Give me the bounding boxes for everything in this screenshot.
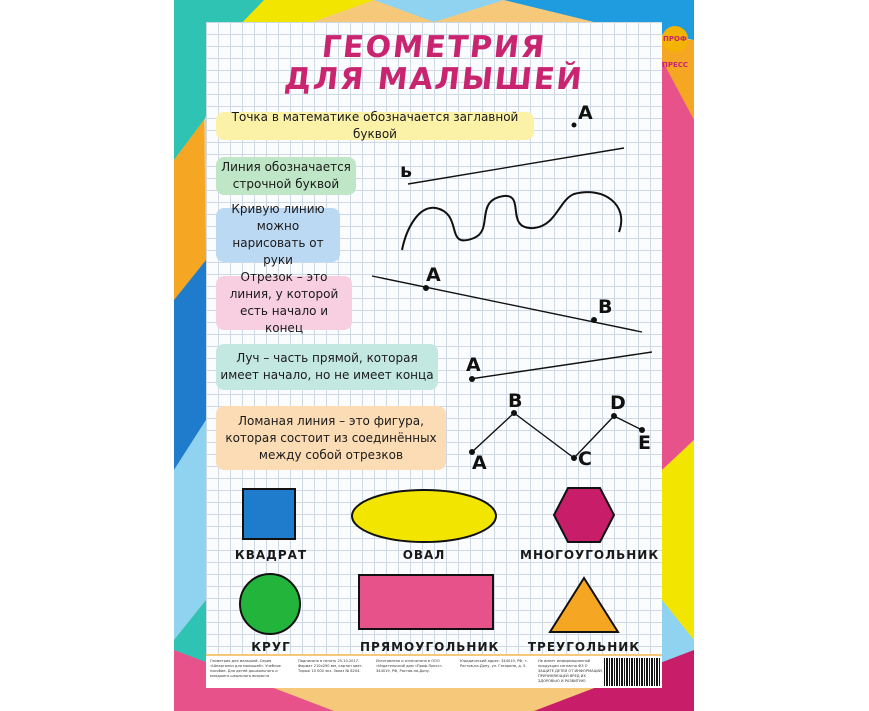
line-b-label: ь <box>400 160 413 182</box>
imprint-footer <box>206 656 662 688</box>
segment-a-label: A <box>426 264 441 286</box>
segment-b-dot <box>591 317 597 323</box>
poly-c-dot <box>571 455 577 461</box>
rectangle-label: ПРЯМОУГОЛЬНИК <box>360 640 500 654</box>
line-b <box>408 148 624 184</box>
segment-b-label: B <box>598 296 613 318</box>
triangle-label: ТРЕУГОЛЬНИК <box>527 640 641 654</box>
curved-line <box>402 192 621 250</box>
footer-col-4: Юридический адрес: 344019, РФ, г. Ростов-на-Дону, ул. Гагарина, д. 5. <box>460 659 528 668</box>
oval-shape <box>350 488 500 544</box>
point-a-label: A <box>578 102 593 124</box>
publisher-logo: ПРОФ ПРЕСС <box>662 26 688 52</box>
oval-label: ОВАЛ <box>402 548 446 562</box>
rectangle-shape <box>358 574 494 630</box>
footer-col-3: Изготовлено и отпечатано в ООО «Издательский дом «Проф-Пресс». 344019, РФ, Ростов-на-Дону. <box>376 659 443 673</box>
poly-d-label: D <box>610 392 626 414</box>
circle-shape <box>238 572 302 636</box>
ray-a-dot <box>469 376 475 382</box>
segment-definition: Отрезок – это линия, у которой есть начало и конец <box>216 276 352 330</box>
circle-label: КРУГ <box>251 640 291 654</box>
poly-e-label: E <box>638 432 651 454</box>
footer-col-1: Геометрия для малышей. Серия «Шпаргалки для малышей». Учебное пособие. Для детей дошкольного и младшего школьного возраста <box>210 659 281 678</box>
square-label: КВАДРАТ <box>234 548 308 562</box>
ray-a-label: A <box>466 354 481 376</box>
ray-definition: Луч – часть прямой, которая имеет начало, но не имеет конца <box>216 344 438 390</box>
poly-b-label: B <box>508 390 523 412</box>
polyline-definition: Ломаная линия – это фигура, которая состоит из соединённых между собой отрезков <box>216 406 446 470</box>
point-definition: Точка в математике обозначается заглавной буквой <box>216 112 534 140</box>
footer-col-2: Подписано в печать 25.10.2017. Формат 210x290 мм, картон цвет. Тираж 10 000 экз. Заказ № 8204. <box>298 659 363 673</box>
line-definition: Линия обозначается строчной буквой <box>216 157 356 195</box>
square-shape <box>242 488 296 540</box>
ray-line <box>470 352 652 379</box>
poly-a-label: A <box>472 452 487 474</box>
barcode <box>604 658 660 686</box>
polyline <box>472 413 642 458</box>
point-a-dot <box>572 123 577 128</box>
title-line-1: ГЕОМЕТРИЯ <box>320 30 548 65</box>
curve-definition: Кривую линию можно нарисовать от руки <box>216 208 340 262</box>
triangle-shape <box>548 576 620 634</box>
poly-c-label: C <box>578 448 592 470</box>
footer-col-5: Не имеет информационной продукции согласно ФЗ О ЗАЩИТЕ ДЕТЕЙ ОТ ИНФОРМАЦИИ, ПРИЧИНЯЮЩЕЙ ВРЕД ИХ ЗДОРОВЬЮ И РАЗВИТИЮ <box>538 659 603 683</box>
polygon-shape <box>552 486 616 544</box>
polygon-label: МНОГОУГОЛЬНИК <box>520 548 660 562</box>
poster <box>174 0 694 711</box>
title-line-2: ДЛЯ МАЛЫШЕЙ <box>282 62 586 97</box>
